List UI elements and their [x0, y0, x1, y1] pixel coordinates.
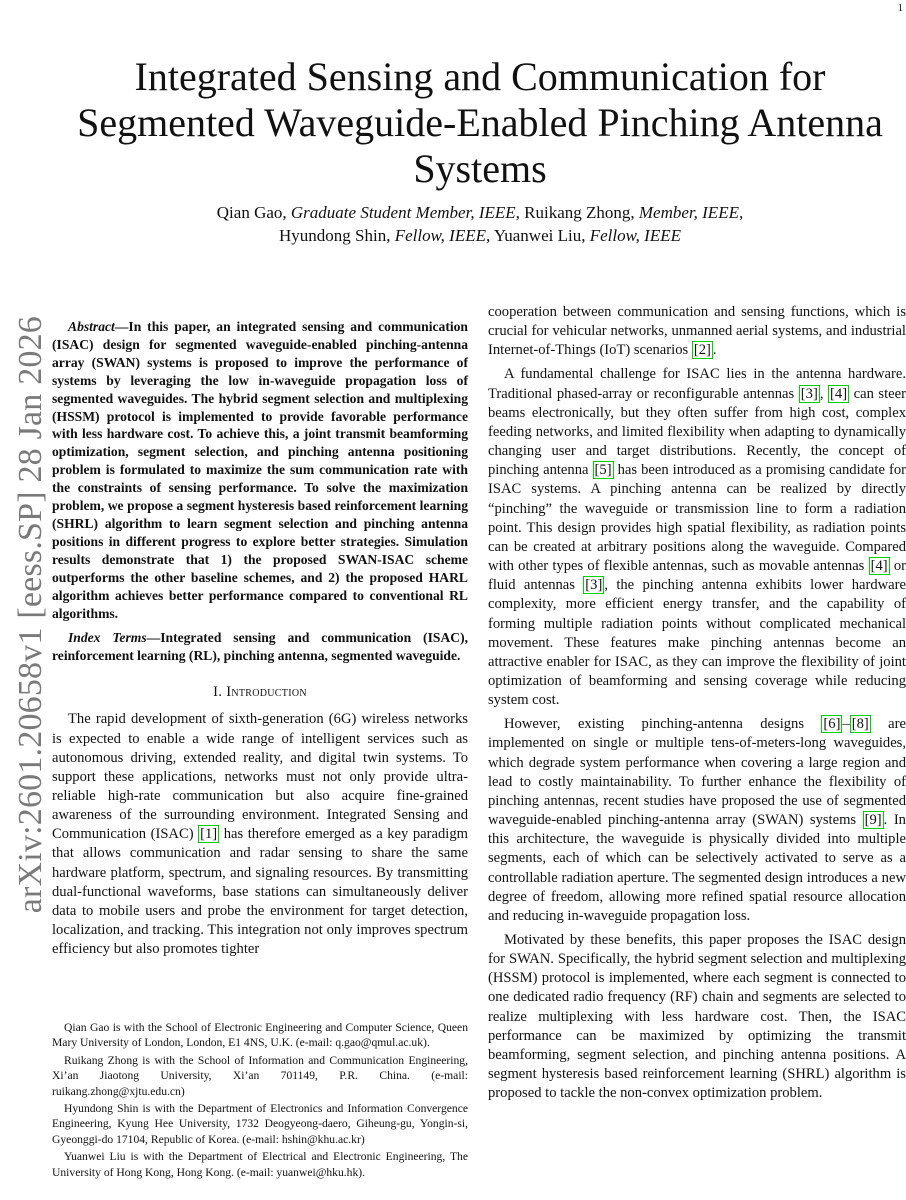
section-heading [52, 683, 468, 702]
abstract-text: —In this paper, an integrated sensing and communication (ISAC) design for segmented waveguide-enabled pinching-antenna array (SWAN) systems is proposed to improve the performance of systems by leveraging the low in-waveguide propagation loss of segmented waveguides. The hybrid segment selection and multiplexing (HSSM) protocol is implemented to provide favorable performance with less hardware cost. To achieve this, a joint transmit beamforming optimization, segment selection, and pinching antenna positioning problem is formulated to maximize the sum communication rate with the constraints of sensing performance. To solve the maximization problem, we propose a segment hysteresis based reinforcement learning (SHRL) algorithm to learn segment selection and pinching antenna positions in different progress to explore better strategies. Simulation results demonstrate that 1) the proposed SWAN-ISAC scheme outperforms the other baseline schemes, and 2) the proposed HARL algorithm achieves better performance compared to conventional RL algorithms. [52, 319, 468, 621]
text: A fundamental challenge for ISAC lies in the antenna hardware. Traditional phased-array or reconfigurable antennas [488, 366, 906, 402]
text: . In this architecture, the waveguide is physically divided into multiple segments, each of which can be selectively activated to serve as a controllable radiation aperture. The segmented design introduces a new degree of freedom, allowing more refined spatial resource allocation and reducing in-waveguide propagation loss. [488, 812, 906, 924]
abstract-label: Abstract [68, 319, 115, 334]
paper-title [60, 54, 900, 192]
intro-paragraph [52, 710, 468, 959]
text: are implemented on single or multiple tens-of-meters-long waveguides, which degrade system performance when covering a large region and lead to costly maintainability. To further enhance the flexibility of pinching antennas, recent studies have proposed the use of segmented waveguide-enabled pinching-antenna array (SWAN) systems [488, 716, 906, 829]
text: . [712, 342, 717, 359]
footnote: Yuanwei Liu is with the Department of Electrical and Electronic Engineering, The University of Hong Kong, Hong Kong. (e-mail: yuanwei@hku.hk). [52, 1150, 468, 1179]
text: However, existing pinching-antenna designs [504, 716, 822, 733]
author-role: Fellow, IEEE, [394, 226, 491, 245]
author-list [60, 201, 900, 247]
citation-link[interactable]: [5] [594, 462, 612, 479]
section-number: I. [213, 684, 227, 701]
title-line: Integrated Sensing and Communication for [134, 54, 826, 99]
text: has therefore emerged as a key paradigm that allows communication and radar sensing to share the same hardware platform, spectrum, and signaling resources. By transmitting dual-functional waveforms, base stations can simultaneously deliver data to mobile users and probe the environment for target detection, localization, and tracking. This integration not only improves spectrum efficiency but also promotes tighter [52, 826, 468, 958]
paragraph [488, 715, 906, 926]
citation-link[interactable]: [1] [200, 826, 218, 843]
paragraph: Motivated by these benefits, this paper proposes the ISAC design for SWAN. Specifically, the hybrid segment selection and multiplexing (HSSM) protocol is implemented, where each segment is connected to one dedicated radio frequency (RF) chain and segments are selected to realize multiplexing with less hardware cost. Then, the ISAC performance can be maximized by optimizing the transmit beamforming, segment selection, and pinching antenna positions. A segment hysteresis based reinforcement learning (SHRL) algorithm is proposed to tackle the non-convex optimization problem. [488, 932, 906, 1102]
section-title: Introduction [226, 684, 307, 701]
citation-link[interactable]: [4] [830, 385, 848, 402]
author-role: Graduate Student Member, IEEE, [290, 203, 520, 222]
footnote: Qian Gao is with the School of Electronic Engineering and Computer Science, Queen Mary University of London, London, E1 4NS, U.K. (e-mail: q.gao@qmul.ac.uk). [52, 1021, 468, 1050]
title-line: Systems [413, 146, 547, 191]
footnote: Ruikang Zhong is with the School of Information and Communication Engineering, Xi’an Jiaotong University, Xi’an 701149, P.R. China. (e-mail: ruikang.zhong@xjtu.edu.cn) [52, 1053, 468, 1098]
author-role: Member, IEEE, [638, 203, 744, 222]
text: cooperation between communication and sensing functions, which is crucial for vehicular networks, unmanned aerial systems, and industrial Internet-of-Things (IoT) scenarios [488, 304, 906, 359]
author-line-2 [60, 224, 900, 247]
text: or fluid antennas [488, 558, 906, 594]
text: The rapid development of sixth-generation (6G) wireless networks is expected to enable a wide range of intelligent services such as autonomous driving, extended reality, and digital twin systems. To support these applications, networks must not only provide ultra-reliable high-rate communication but also acquire fine-grained awareness of the surrounding environment. Integrated Sensing and Communication (ISAC) [52, 711, 468, 843]
footnotes [52, 1020, 468, 1182]
left-column [52, 318, 468, 959]
index-terms-text: —Integrated sensing and communication (ISAC), reinforcement learning (RL), pinching antenna, segmented waveguide. [52, 630, 468, 664]
text: , [819, 385, 829, 402]
author-role: Fellow, IEEE [589, 226, 681, 245]
page-number: 1 [897, 2, 903, 14]
citation-link[interactable]: [8] [851, 716, 869, 733]
text: has been introduced as a promising candidate for ISAC systems. A pinching antenna can be realized by directly “pinching” the waveguide or transmission line to form a radiation point. This design provides high spatial flexibility, as radiation points can be created at arbitrary positions along the waveguide. Compared with other types of flexible antennas, such as movable antennas [488, 462, 906, 575]
text: can steer beams electronically, but they often suffer from high cost, complex feeding networks, and limited flexibility when adapting to dynamically changing user and target distributions. Recently, the concept of pinching antenna [488, 385, 906, 479]
author-name: Ruikang Zhong, [519, 203, 639, 222]
paragraph [488, 365, 906, 710]
arxiv-stamp [8, 312, 54, 918]
title-line: Segmented Waveguide-Enabled Pinching Antenna [77, 100, 883, 145]
text: – [842, 716, 850, 733]
author-name: Yuanwei Liu, [490, 226, 590, 245]
abstract [52, 318, 468, 622]
citation-link[interactable]: [3] [585, 577, 603, 594]
citation-link[interactable]: [3] [800, 385, 818, 402]
citation-link[interactable]: [6] [823, 716, 841, 733]
index-terms [52, 629, 468, 665]
citation-link[interactable]: [4] [870, 558, 888, 575]
paragraph [488, 303, 906, 360]
citation-link[interactable]: [2] [693, 342, 711, 359]
author-name: Hyundong Shin, [279, 226, 395, 245]
text: , the pinching antenna exhibits lower hardware complexity, more efficient energy transfer, and the capability of forming multiple radiation points without complicated mechanical movement. These features make pinching antennas become an attractive enabler for ISAC, as they can improve the flexibility of joint optimization of beamforming and sensing coverage while reducing system cost. [488, 577, 906, 709]
author-line-1 [60, 201, 900, 224]
arxiv-stamp-text: arXiv:2601.20658v1 [eess.SP] 28 Jan 2026 [12, 316, 49, 914]
right-column [488, 303, 906, 1103]
footnote: Hyundong Shin is with the Department of Electronics and Information Convergence Engineering, Kyung Hee University, 1732 Deogyeong-daero, Giheung-gu, Yongin-si, Gyeonggi-do 17104, Republic of Korea. (e-mail: hshin@khu.ac.kr) [52, 1102, 468, 1146]
author-name: Qian Gao, [216, 203, 291, 222]
index-terms-label: Index Terms [68, 630, 147, 646]
citation-link[interactable]: [9] [864, 812, 882, 829]
